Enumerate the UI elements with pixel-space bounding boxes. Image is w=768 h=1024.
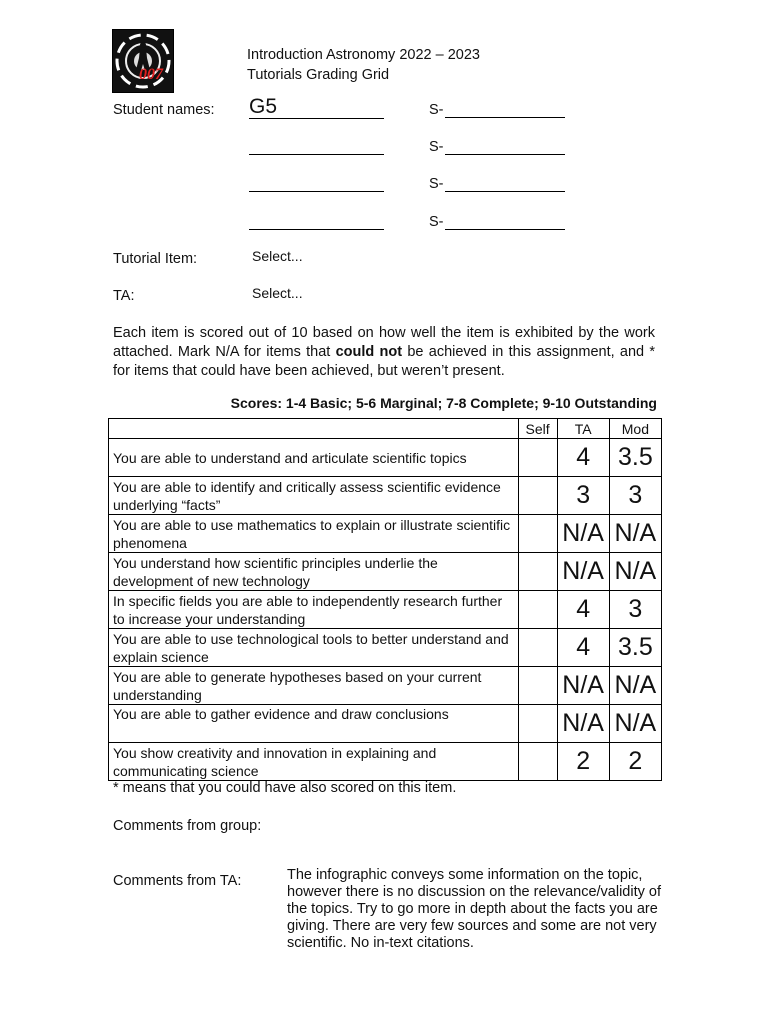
student-id-prefix-1: S- — [429, 102, 444, 118]
student-id-prefix-3: S- — [429, 176, 444, 192]
self-score-cell[interactable] — [518, 439, 557, 477]
self-score-cell[interactable] — [518, 705, 557, 743]
grading-table — [108, 418, 662, 781]
mod-score-cell[interactable]: 3.5 — [609, 629, 661, 667]
item-column-header — [109, 419, 519, 439]
student-name-field-1[interactable] — [249, 95, 384, 119]
self-score-cell[interactable] — [518, 553, 557, 591]
criterion-text: You are able to identify and critically assess scientific evidence underlying “facts” — [109, 477, 519, 515]
ta-label: TA: — [113, 288, 135, 304]
table-row — [109, 743, 662, 781]
self-score-cell[interactable] — [518, 629, 557, 667]
comments-group-text[interactable] — [287, 818, 667, 838]
ta-score-cell[interactable]: 2 — [557, 743, 609, 781]
course-title: Introduction Astronomy 2022 – 2023 — [247, 47, 480, 63]
criterion-text: You are able to understand and articulate scientific topics — [109, 439, 519, 477]
course-logo — [112, 29, 174, 93]
table-row — [109, 477, 662, 515]
instructions-emphasis: could not — [335, 344, 403, 360]
self-score-cell[interactable] — [518, 667, 557, 705]
student-id-field-4[interactable] — [445, 229, 565, 230]
criterion-text: You show creativity and innovation in explaining and communicating science — [109, 743, 519, 781]
comments-ta-label: Comments from TA: — [113, 873, 242, 889]
ta-score-cell[interactable]: N/A — [557, 705, 609, 743]
mod-score-cell[interactable]: N/A — [609, 515, 661, 553]
scores-legend: Scores: 1-4 Basic; 5-6 Marginal; 7-8 Complete; 9-10 Outstanding — [230, 395, 657, 411]
table-row — [109, 553, 662, 591]
self-score-cell[interactable] — [518, 515, 557, 553]
criterion-text: You are able to use technological tools to better understand and explain science — [109, 629, 519, 667]
instructions-paragraph — [113, 324, 655, 381]
student-id-field-1[interactable] — [445, 117, 565, 118]
student-id-prefix-4: S- — [429, 214, 444, 230]
ta-score-cell[interactable]: N/A — [557, 553, 609, 591]
mod-score-cell[interactable]: 3 — [609, 591, 661, 629]
mod-column-header: Mod — [609, 419, 661, 439]
footnote: * means that you could have also scored on this item. — [113, 780, 457, 796]
student-id-field-3[interactable] — [445, 191, 565, 192]
student-names-label: Student names: — [113, 102, 215, 118]
self-score-cell[interactable] — [518, 743, 557, 781]
mod-score-cell[interactable]: N/A — [609, 553, 661, 591]
ta-score-cell[interactable]: N/A — [557, 515, 609, 553]
table-row — [109, 667, 662, 705]
ta-score-cell[interactable]: N/A — [557, 667, 609, 705]
table-header-row — [109, 419, 662, 439]
logo-text: 007 — [139, 66, 163, 83]
ta-score-cell[interactable]: 3 — [557, 477, 609, 515]
self-score-cell[interactable] — [518, 477, 557, 515]
tutorial-item-label: Tutorial Item: — [113, 251, 198, 267]
instructions-text-2: be achieved in this assignment, and * for items that could have been achieved, but weren’t present. — [113, 344, 656, 379]
ta-score-cell[interactable]: 4 — [557, 439, 609, 477]
student-name-field-2[interactable] — [249, 154, 384, 155]
ta-column-header: TA — [557, 419, 609, 439]
group-name-value: G5 — [249, 95, 278, 118]
self-score-cell[interactable] — [518, 591, 557, 629]
comments-ta-text[interactable]: The infographic conveys some information on the topic, however there is no discussion on the relevance/validity of the topics. Try to go more in depth about the facts you are giving. There are very few sources and some are not very scientific. No in-text citations. — [287, 867, 661, 951]
student-id-field-2[interactable] — [445, 154, 565, 155]
table-row — [109, 629, 662, 667]
table-row — [109, 515, 662, 553]
table-row — [109, 439, 662, 477]
student-name-field-3[interactable] — [249, 191, 384, 192]
ta-score-cell[interactable]: 4 — [557, 629, 609, 667]
ta-select[interactable]: Select... — [252, 285, 303, 301]
comments-group-label: Comments from group: — [113, 818, 262, 834]
tutorial-item-select[interactable]: Select... — [252, 248, 303, 264]
criterion-text: In specific fields you are able to independently research further to increase your understanding — [109, 591, 519, 629]
mod-score-cell[interactable]: 3 — [609, 477, 661, 515]
student-name-field-4[interactable] — [249, 229, 384, 230]
mod-score-cell[interactable]: N/A — [609, 705, 661, 743]
criterion-text: You are able to gather evidence and draw conclusions — [109, 705, 519, 743]
self-column-header: Self — [518, 419, 557, 439]
ta-score-cell[interactable]: 4 — [557, 591, 609, 629]
criterion-text: You are able to use mathematics to explain or illustrate scientific phenomena — [109, 515, 519, 553]
criterion-text: You are able to generate hypotheses based on your current understanding — [109, 667, 519, 705]
student-id-prefix-2: S- — [429, 139, 444, 155]
instructions-text-1: Each item is scored out of 10 based on how well the item is exhibited by the work attached. Mark N/A for items that — [113, 325, 655, 360]
table-row — [109, 705, 662, 743]
mod-score-cell[interactable]: N/A — [609, 667, 661, 705]
table-row — [109, 591, 662, 629]
grading-grid-subtitle: Tutorials Grading Grid — [247, 67, 390, 83]
mod-score-cell[interactable]: 3.5 — [609, 439, 661, 477]
criterion-text: You understand how scientific principles underlie the development of new technology — [109, 553, 519, 591]
mod-score-cell[interactable]: 2 — [609, 743, 661, 781]
